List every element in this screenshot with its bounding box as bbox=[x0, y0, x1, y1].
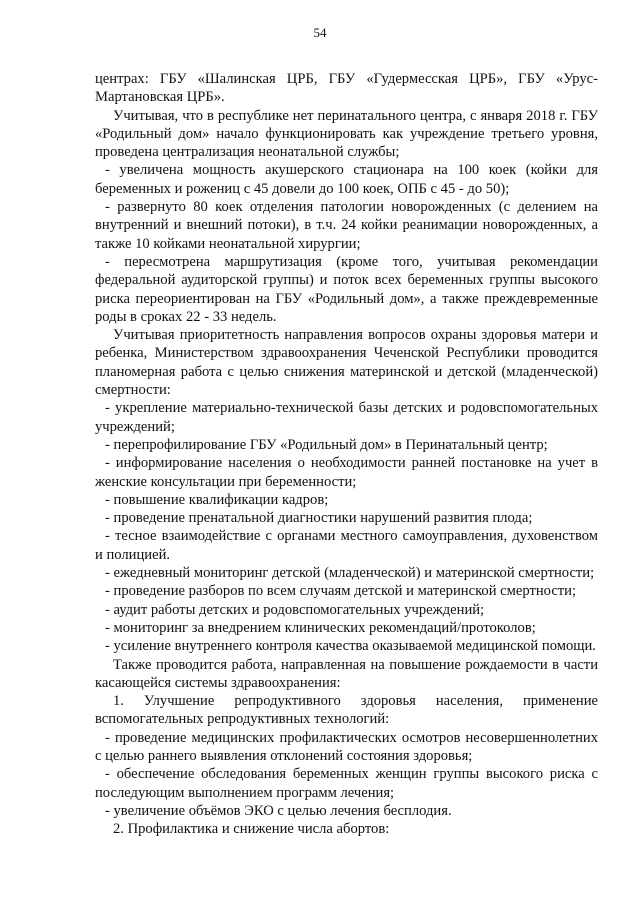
page-number: 54 bbox=[313, 25, 327, 40]
list-item: - тесное взаимодействие с органами местного самоуправления, духовенством и полицией. bbox=[95, 528, 598, 563]
paragraph-1: центрах: ГБУ «Шалинская ЦРБ, ГБУ «Гудермесская ЦРБ», ГБУ «Урус-Мартановская ЦРБ». bbox=[95, 71, 598, 106]
list-item: - увеличение объёмов ЭКО с целью лечения бесплодия. bbox=[105, 802, 452, 819]
list-item: - проведение медицинских профилактических осмотров несовершеннолетних с целью раннего выявления отклонений состояния здоровья; bbox=[95, 729, 598, 764]
paragraph-4: Также проводится работа, направленная на повышение рождаемости в части касающейся системы здравоохранения: bbox=[95, 656, 598, 691]
list-item: - увеличена мощность акушерского стационара на 100 коек (койки для беременных и рожениц с 45 довели до 100 коек, ОПБ с 45 - до 50); bbox=[95, 162, 598, 197]
list-item: - мониторинг за внедрением клинических рекомендаций/протоколов; bbox=[105, 619, 536, 636]
list-item: - проведение разборов по всем случаям детской и материнской смертности; bbox=[105, 583, 577, 600]
list-item: - ежедневный мониторинг детской (младенческой) и материнской смертности; bbox=[105, 565, 595, 582]
numbered-heading-1: 1. Улучшение репродуктивного здоровья населения, применение вспомогательных репродуктивных технологий: bbox=[95, 693, 598, 728]
list-item: - укрепление материально-технической базы детских и родовспомогательных учреждений; bbox=[95, 400, 598, 435]
list-item: - перепрофилирование ГБУ «Родильный дом» в Перинатальный центр; bbox=[105, 436, 548, 453]
list-item: - развернуто 80 коек отделения патологии новорожденных (с делением на внутренний и внешний потоки), в т.ч. 24 койки реанимации новорожденных, а также 10 койками неонатальной хирургии; bbox=[95, 199, 598, 252]
body-text bbox=[95, 70, 598, 838]
list-item: - обеспечение обследования беременных женщин группы высокого риска с последующим выполнением программ лечения; bbox=[95, 766, 598, 801]
list-item: - повышение квалификации кадров; bbox=[105, 491, 329, 508]
list-item: - усиление внутреннего контроля качества оказываемой медицинской помощи. bbox=[105, 638, 596, 655]
numbered-heading-2: 2. Профилактика и снижение числа абортов: bbox=[113, 821, 390, 838]
list-item: - проведение пренатальной диагностики нарушений развития плода; bbox=[105, 510, 533, 527]
list-item: - информирование населения о необходимости ранней постановке на учет в женские консультации при беременности; bbox=[95, 455, 598, 490]
paragraph-3: Учитывая приоритетность направления вопросов охраны здоровья матери и ребенка, Министерством здравоохранения Чеченской Республики проводится планомерная работа с целью снижения материнской и детской (младенческой) смертности: bbox=[95, 327, 598, 399]
list-item: - аудит работы детских и родовспомогательных учреждений; bbox=[105, 601, 485, 618]
list-item: - пересмотрена маршрутизация (кроме того, учитывая рекомендации федеральной аудиторской группы) и поток всех беременных группы высокого риска переориентирован на ГБУ «Родильный дом», а также преждевременные роды в сроках 22 - 33 недель. bbox=[95, 253, 598, 325]
paragraph-2: Учитывая, что в республике нет перинатального центра, с января 2018 г. ГБУ «Родильный дом» начало функционировать как учреждение третьего уровня, проведена централизация неонатальной службы; bbox=[95, 107, 598, 161]
